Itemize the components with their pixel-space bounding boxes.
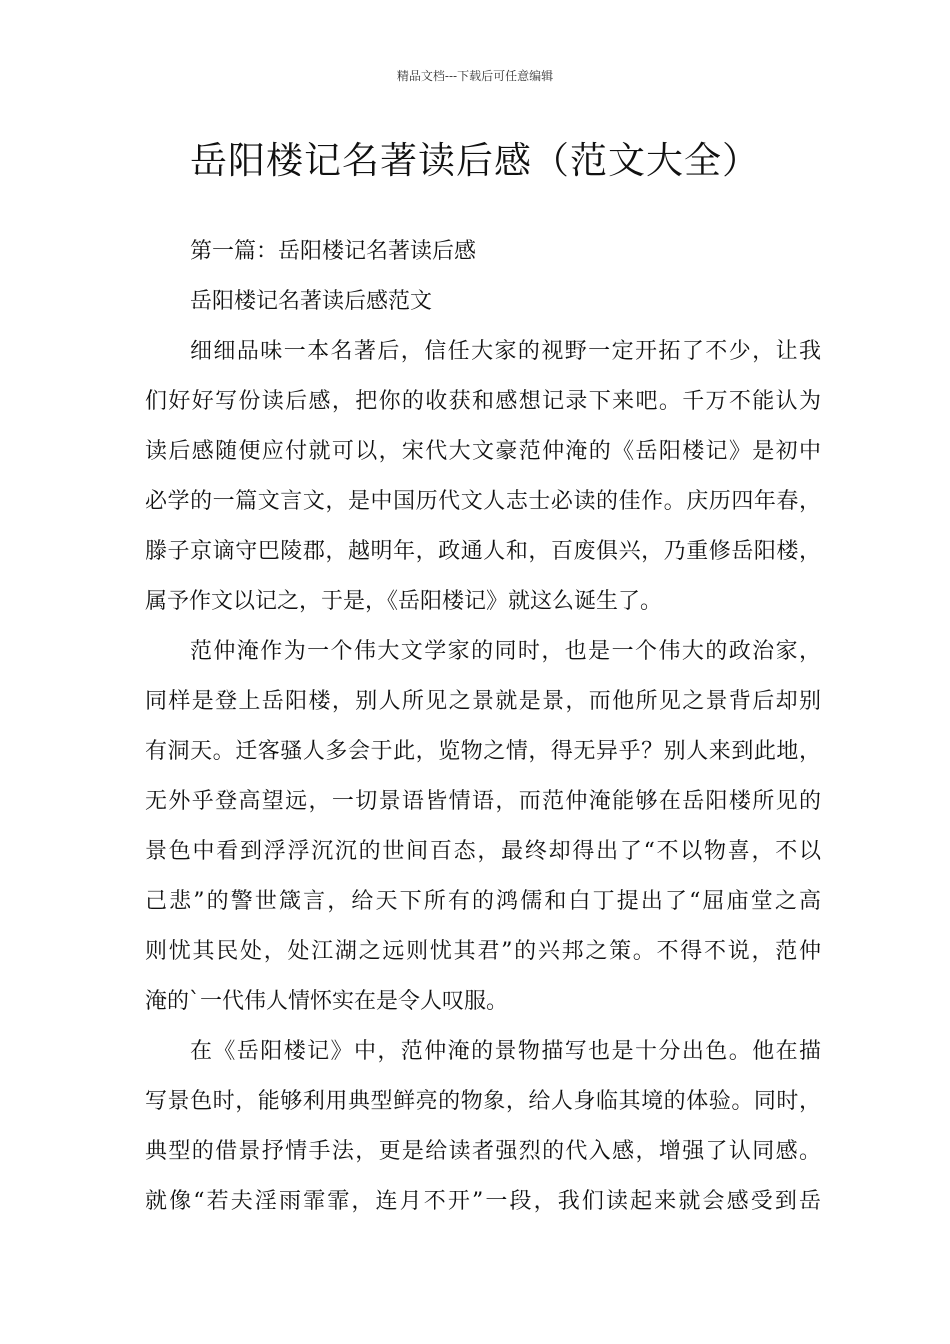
paragraph-line: 同样是登上岳阳楼，别人所见之景就是景，而他所见之景背后却别 [145, 689, 821, 714]
paragraph-line: 们好好写份读后感，把你的收获和感想记录下来吧。千万不能认为 [145, 389, 821, 414]
sub-heading: 岳阳楼记名著读后感范文 [190, 289, 433, 314]
paragraph-line: 细细品味一本名著后，信任大家的视野一定开拓了不少，让我 [190, 339, 821, 364]
paragraph-line: 淹的`一代伟人情怀实在是令人叹服。 [145, 989, 509, 1014]
paragraph-line: 有洞天。迁客骚人多会于此，览物之情，得无异乎？别人来到此地， [145, 739, 821, 764]
paragraph-line: 滕子京谪守巴陵郡，越明年，政通人和，百废俱兴，乃重修岳阳楼， [145, 539, 821, 564]
paragraph-line: 必学的一篇文言文，是中国历代文人志士必读的佳作。庆历四年春， [145, 489, 821, 514]
paragraph-line: 就像“若夫淫雨霏霏，连月不开”一段，我们读起来就会感受到岳 [145, 1189, 821, 1214]
paragraph-line: 范仲淹作为一个伟大文学家的同时，也是一个伟大的政治家， [190, 639, 821, 664]
document-title: 岳阳楼记名著读后感（范文大全） [190, 139, 760, 182]
paragraph-line: 读后感随便应付就可以，宋代大文豪范仲淹的《岳阳楼记》是初中 [145, 439, 821, 464]
section-heading: 第一篇：岳阳楼记名著读后感 [190, 239, 477, 264]
paragraph-line: 无外乎登高望远，一切景语皆情语，而范仲淹能够在岳阳楼所见的 [145, 789, 821, 814]
paragraph-line: 典型的借景抒情手法，更是给读者强烈的代入感，增强了认同感。 [145, 1139, 821, 1164]
paragraph-line: 在《岳阳楼记》中，范仲淹的景物描写也是十分出色。他在描 [190, 1039, 821, 1064]
paragraph-1 [145, 327, 821, 627]
paragraph-line: 则忧其民处，处江湖之远则忧其君”的兴邦之策。不得不说，范仲 [145, 939, 821, 964]
paragraph-2 [145, 627, 821, 1027]
page-header: 精品文档---下载后可任意编辑 [396, 69, 554, 83]
paragraph-line: 属予作文以记之，于是，《岳阳楼记》就这么诞生了。 [145, 589, 663, 614]
paragraph-line: 写景色时，能够利用典型鲜亮的物象，给人身临其境的体验。同时， [145, 1089, 821, 1114]
paragraph-3 [145, 1027, 821, 1227]
document-body [145, 227, 821, 1227]
paragraph-line: 景色中看到浮浮沉沉的世间百态，最终却得出了“不以物喜，不以 [145, 839, 821, 864]
paragraph-line: 己悲”的警世箴言，给天下所有的鸿儒和白丁提出了“屈庙堂之高 [145, 889, 821, 914]
